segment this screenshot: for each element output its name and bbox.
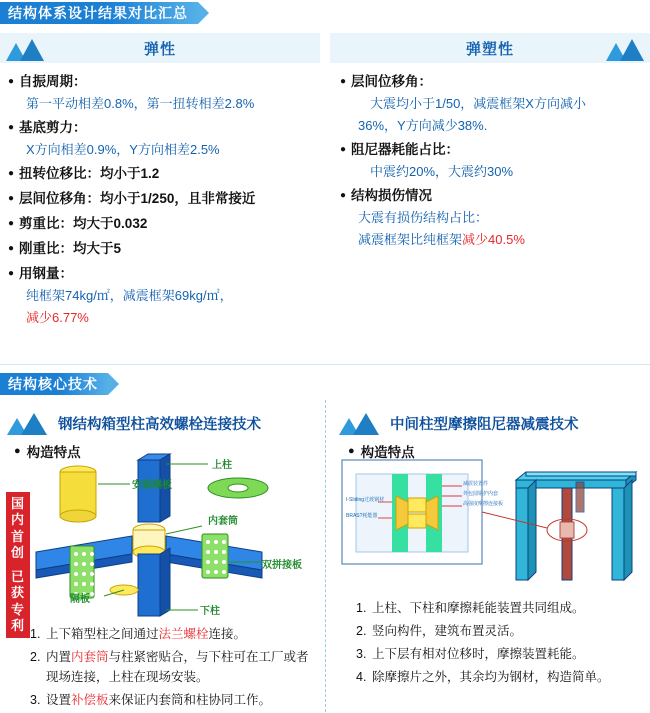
banner-char: 首 xyxy=(10,528,25,544)
item-number: 1. xyxy=(30,627,41,641)
banner-char: 利 xyxy=(10,617,25,633)
list-item: ● 层间位移角： xyxy=(340,72,645,93)
bullet-icon: ● xyxy=(340,190,347,202)
list-item: ● 结构损伤情况 xyxy=(340,186,645,207)
list-item: ● 用钢量： xyxy=(8,264,320,285)
section-divider xyxy=(0,364,650,365)
left-panel-title: 钢结构箱型柱高效螺栓连接技术 xyxy=(58,416,261,433)
mountain-icon xyxy=(4,409,52,437)
bullet-icon: ● xyxy=(340,144,347,156)
banner-char: 创 xyxy=(10,544,25,560)
item-text xyxy=(46,647,320,687)
list-item-detail: 纯框架74kg/㎡，减震框架69kg/㎡， xyxy=(26,287,233,303)
damage-prefix: 减震框架比纯框架 xyxy=(358,232,463,248)
bullet-icon: ● xyxy=(8,242,15,254)
elastic-highlight: 减少6.77% xyxy=(26,309,89,325)
section-title-core-tech: 结构核心技术 xyxy=(0,373,108,395)
plastic-header-band xyxy=(330,33,650,63)
note-bras-energy: BRAS?耗能器 xyxy=(346,513,378,519)
list-item-detail: X方向相差0.9%，Y方向相差2.5% xyxy=(26,141,220,157)
label-upper-column: 上柱 xyxy=(212,460,232,471)
item-number: 3. xyxy=(30,693,41,707)
bullet-icon: ● xyxy=(14,445,21,457)
item-number: 4. xyxy=(356,670,367,684)
list-item-detail: 大震有损伤结构占比： xyxy=(358,210,489,226)
label-install-plate: 安装隔板 xyxy=(132,480,172,491)
label-diaphragm: 隔板 xyxy=(70,594,90,605)
list-item: ● 基底剪力： xyxy=(8,118,320,139)
banner-char: 内 xyxy=(10,512,25,528)
item-text-emphasis: 法兰螺栓 xyxy=(158,627,209,641)
elastic-content xyxy=(8,68,320,330)
mountain-icon xyxy=(602,33,648,63)
item-text-post: 连接。 xyxy=(208,627,247,641)
box-column-bolt-diagram xyxy=(26,450,322,622)
bullet-icon: ● xyxy=(8,217,15,229)
panel-divider xyxy=(325,400,326,712)
friction-damper-diagram xyxy=(340,452,640,592)
list-item xyxy=(30,690,320,710)
banner-char: 专 xyxy=(10,601,25,617)
item-text: 竖向构件，建筑布置灵活。 xyxy=(372,624,523,638)
list-item xyxy=(356,644,640,664)
list-item xyxy=(30,624,320,644)
item-text xyxy=(46,690,271,710)
list-item: ● 自振周期： xyxy=(8,72,320,93)
note-sliding-steel: I-Sliding过渡钢材 xyxy=(346,497,385,503)
list-item-detail: 大震均小于1/50，减震框架X方向减小 xyxy=(370,95,586,111)
banner-char: 已 xyxy=(10,569,25,584)
bullet-icon: ● xyxy=(340,76,347,87)
note-outer-casing: 外包圆钢护内套 xyxy=(463,491,499,497)
bullet-icon: ● xyxy=(8,76,15,87)
list-item-detail: 中震约20%，大震约30% xyxy=(370,164,514,180)
banner-gap xyxy=(8,561,28,569)
left-panel-points xyxy=(30,624,320,713)
item-text xyxy=(46,624,246,644)
item-text-post: 来保证内套筒和柱协同工作。 xyxy=(108,693,272,707)
bullet-icon: ● xyxy=(348,445,355,457)
right-panel-header xyxy=(336,408,646,438)
right-panel-title: 中间柱型摩擦阻尼器减震技术 xyxy=(390,416,579,433)
item-text: 上柱、下柱和摩擦耗能装置共同组成。 xyxy=(372,601,585,615)
bullet-icon: ● xyxy=(8,267,15,279)
left-panel-header xyxy=(4,408,320,438)
damage-highlight: 减少40.5% xyxy=(462,232,525,248)
list-item xyxy=(356,667,640,687)
item-text-pre: 上下箱型柱之间通过 xyxy=(46,627,159,641)
elastic-header-label: 弹性 xyxy=(143,40,176,58)
item-text-pre: 内置 xyxy=(46,650,72,664)
item-text: 上下层有相对位移时，摩擦装置耗能。 xyxy=(372,647,585,661)
list-item xyxy=(356,621,640,641)
item-text-emphasis: 内套筒 xyxy=(71,650,109,664)
right-panel-points xyxy=(356,598,640,690)
bullet-icon: ● xyxy=(8,168,15,180)
plastic-header-label: 弹塑性 xyxy=(465,40,514,58)
elastic-header-band xyxy=(0,33,320,63)
list-item xyxy=(30,647,320,687)
left-panel-subtitle-label: 构造特点 xyxy=(26,445,81,460)
item-number: 3. xyxy=(356,647,367,661)
banner-char: 国 xyxy=(10,496,25,511)
list-item-detail: 36%，Y方向减少38%. xyxy=(358,118,488,134)
bullet-icon: ● xyxy=(8,193,15,205)
label-inner-sleeve: 内套筒 xyxy=(208,516,238,527)
label-lower-column: 下柱 xyxy=(200,606,220,617)
banner-char: 获 xyxy=(10,585,25,601)
mountain-icon xyxy=(336,409,384,437)
section-title-comparison: 结构体系设计结果对比汇总 xyxy=(0,2,198,24)
item-number: 2. xyxy=(30,650,41,664)
list-item: ● 层间位移角：均小于1/250，且非常接近 xyxy=(8,189,320,210)
item-number: 1. xyxy=(356,601,367,615)
item-text: 除摩擦片之外，其余均为钢材，构造简单。 xyxy=(372,670,610,684)
item-number: 2. xyxy=(356,624,367,638)
item-text-pre: 设置 xyxy=(46,693,72,707)
note-friction-plate: 高强度摩擦连接板 xyxy=(463,501,504,507)
item-text-emphasis: 补偿板 xyxy=(71,693,109,707)
bullet-icon: ● xyxy=(8,122,15,134)
list-item: ● 剪重比：均大于0.032 xyxy=(8,214,320,235)
note-damper-part: 减震装置件 xyxy=(463,481,489,487)
list-item: ● 刚重比：均大于5 xyxy=(8,239,320,260)
item-text-post: 与柱紧密贴合，与下柱可在工厂或者现场连接，上柱在现场安装。 xyxy=(46,650,309,684)
mountain-icon xyxy=(2,33,48,63)
list-item: ● 阻尼器耗能占比： xyxy=(340,140,645,161)
right-panel-subtitle-label: 构造特点 xyxy=(360,445,415,460)
list-item-detail: 第一平动相差0.8%，第一扭转相差2.8% xyxy=(26,95,255,111)
list-item: ● 扭转位移比：均小于1.2 xyxy=(8,164,320,185)
list-item-detail-damage xyxy=(358,230,645,250)
plastic-content xyxy=(340,68,645,252)
list-item xyxy=(356,598,640,618)
label-double-splice-plate: 双拼接板 xyxy=(262,560,302,571)
